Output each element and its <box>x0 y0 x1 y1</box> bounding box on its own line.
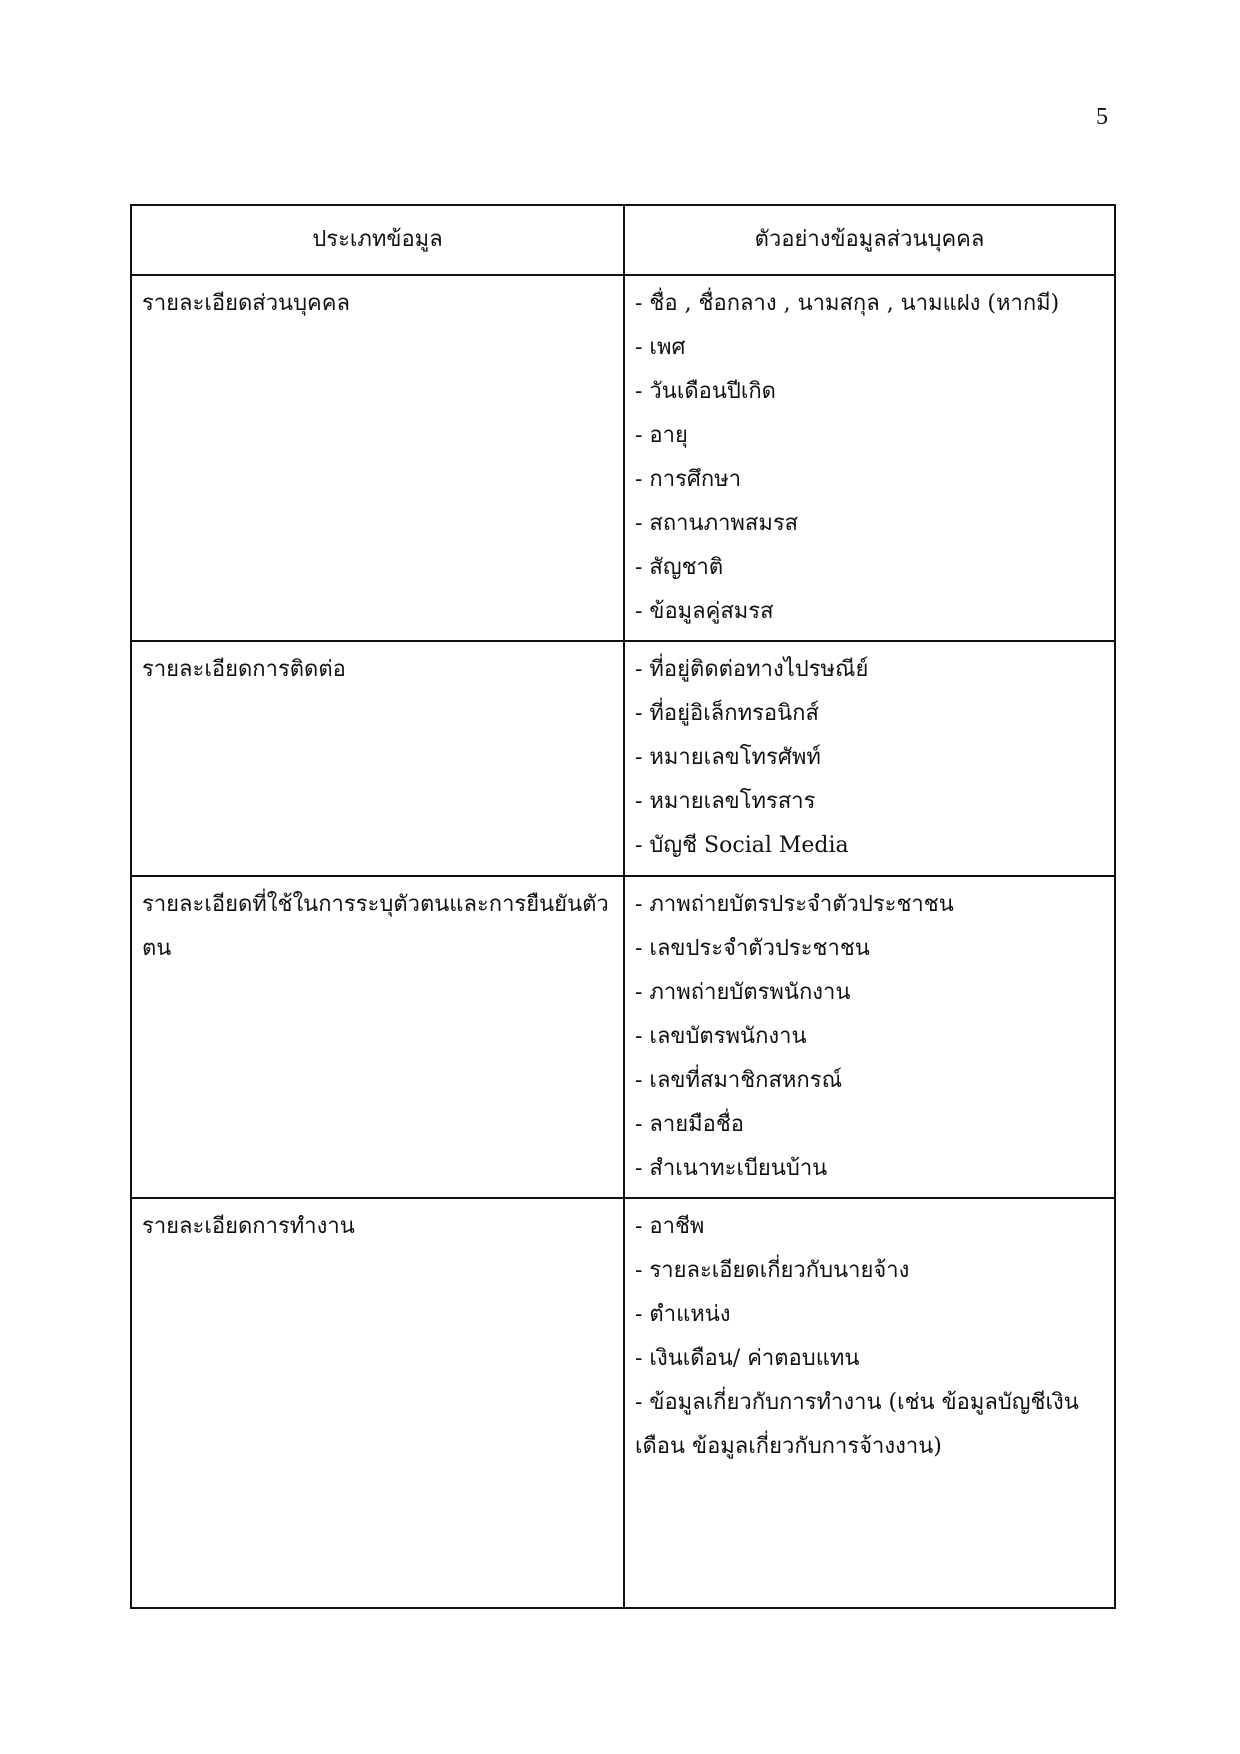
list-item: - ที่อยู่ติดต่อทางไปรษณีย์ <box>635 657 869 682</box>
category-cell: รายละเอียดการติดต่อ <box>131 641 624 876</box>
header-data-examples: ตัวอย่างข้อมูลส่วนบุคคล <box>624 205 1115 275</box>
examples-cell <box>624 876 1115 1198</box>
list-item: - ข้อมูลเกี่ยวกับการทำงาน (เช่น ข้อมูลบัญชีเงินเดือน ข้อมูลเกี่ยวกับการจ้างงาน) <box>635 1390 1079 1459</box>
table-row-contact-details <box>131 641 1115 876</box>
list-item: - รายละเอียดเกี่ยวกับนายจ้าง <box>635 1258 910 1283</box>
list-item: - สัญชาติ <box>635 555 724 580</box>
list-item: - ลายมือชื่อ <box>635 1112 745 1137</box>
list-item: - ภาพถ่ายบัตรประจำตัวประชาชน <box>635 892 954 917</box>
table-row-personal-details <box>131 275 1115 641</box>
list-item: - เงินเดือน/ ค่าตอบแทน <box>635 1346 860 1371</box>
list-item: - ข้อมูลคู่สมรส <box>635 599 774 624</box>
list-item: - อาชีพ <box>635 1214 705 1239</box>
list-item: - หมายเลขโทรศัพท์ <box>635 745 821 770</box>
list-item: - เพศ <box>635 335 686 360</box>
personal-data-table <box>130 204 1116 1609</box>
list-item: - ตำแหน่ง <box>635 1302 731 1327</box>
list-item: - เลขที่สมาชิกสหกรณ์ <box>635 1068 842 1093</box>
category-cell: รายละเอียดส่วนบุคคล <box>131 275 624 641</box>
table-row-identity-details <box>131 876 1115 1198</box>
list-item: - อายุ <box>635 423 688 448</box>
list-item: - เลขประจำตัวประชาชน <box>635 936 870 961</box>
examples-cell <box>624 641 1115 876</box>
category-cell: รายละเอียดการทำงาน <box>131 1198 624 1608</box>
list-item: - บัญชี Social Media <box>635 833 849 858</box>
list-item: - หมายเลขโทรสาร <box>635 789 816 814</box>
list-item: - ที่อยู่อิเล็กทรอนิกส์ <box>635 701 819 726</box>
examples-cell <box>624 275 1115 641</box>
list-item: - สถานภาพสมรส <box>635 511 799 536</box>
header-data-type: ประเภทข้อมูล <box>131 205 624 275</box>
page-number: 5 <box>1096 104 1108 130</box>
list-item: - วันเดือนปีเกิด <box>635 379 776 404</box>
examples-cell <box>624 1198 1115 1608</box>
table-header-row <box>131 205 1115 275</box>
list-item: - การศึกษา <box>635 467 742 492</box>
category-cell: รายละเอียดที่ใช้ในการระบุตัวตนและการยืนยันตัวตน <box>131 876 624 1198</box>
list-item: - ภาพถ่ายบัตรพนักงาน <box>635 980 851 1005</box>
table-row-work-details <box>131 1198 1115 1608</box>
list-item: - ชื่อ , ชื่อกลาง , นามสกุล , นามแฝง (หากมี) <box>635 291 1060 316</box>
list-item: - เลขบัตรพนักงาน <box>635 1024 807 1049</box>
list-item: - สำเนาทะเบียนบ้าน <box>635 1156 828 1181</box>
